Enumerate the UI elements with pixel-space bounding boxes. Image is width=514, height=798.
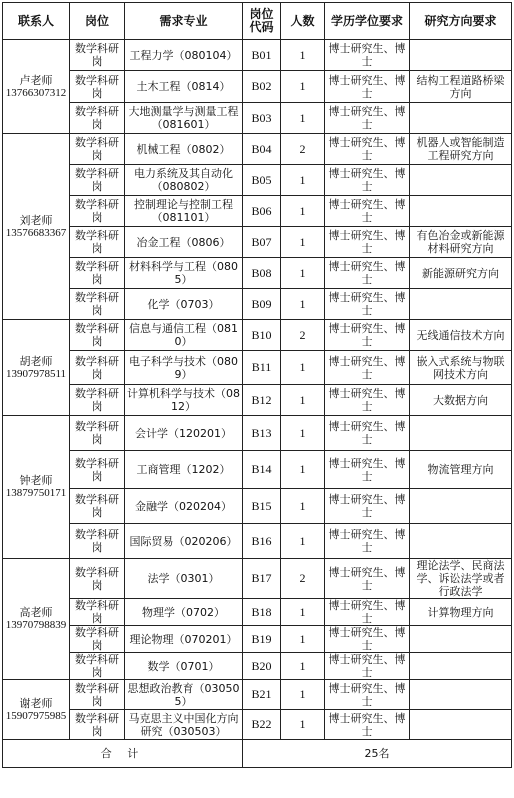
major-cell: 冶金工程（0806） (125, 227, 243, 258)
position-cell: 数学科研岗 (70, 451, 125, 489)
research-cell (410, 626, 512, 653)
table-row (3, 71, 512, 103)
table-row (3, 196, 512, 227)
code-cell: B19 (243, 626, 281, 653)
degree-cell: 博士研究生、博士 (325, 227, 410, 258)
total-label: 合 计 (3, 740, 243, 768)
count-cell: 1 (281, 385, 325, 416)
research-cell (410, 165, 512, 196)
contact-cell (3, 416, 70, 559)
position-cell: 数学科研岗 (70, 385, 125, 416)
count-cell: 1 (281, 165, 325, 196)
contact-cell (3, 680, 70, 740)
major-cell: 国际贸易（020206） (125, 524, 243, 559)
code-cell: B17 (243, 559, 281, 599)
position-cell: 数学科研岗 (70, 351, 125, 385)
major-cell: 电力系统及其自动化（080802） (125, 165, 243, 196)
contact-name: 谢老师 (19, 696, 53, 710)
count-cell: 1 (281, 451, 325, 489)
code-cell: B08 (243, 258, 281, 289)
contact-phone: 13576683367 (5, 226, 67, 239)
code-cell: B14 (243, 451, 281, 489)
degree-cell: 博士研究生、博士 (325, 385, 410, 416)
position-cell: 数学科研岗 (70, 320, 125, 351)
code-cell: B22 (243, 710, 281, 740)
count-cell: 1 (281, 489, 325, 524)
major-cell: 电子科学与技术（0809） (125, 351, 243, 385)
research-cell: 嵌入式系统与物联网技术方向 (410, 351, 512, 385)
contact-cell (3, 320, 70, 416)
code-cell: B16 (243, 524, 281, 559)
table-row (3, 320, 512, 351)
position-cell: 数学科研岗 (70, 710, 125, 740)
contact-name: 刘老师 (19, 213, 53, 227)
count-cell: 1 (281, 626, 325, 653)
major-cell: 思想政治教育（030505） (125, 680, 243, 710)
count-cell: 1 (281, 351, 325, 385)
degree-cell: 博士研究生、博士 (325, 626, 410, 653)
research-cell: 无线通信技术方向 (410, 320, 512, 351)
degree-cell: 博士研究生、博士 (325, 320, 410, 351)
research-cell (410, 524, 512, 559)
major-cell: 物理学（0702） (125, 599, 243, 626)
table-row (3, 653, 512, 680)
research-cell: 有色冶金或新能源材料研究方向 (410, 227, 512, 258)
table-row (3, 40, 512, 71)
code-cell: B11 (243, 351, 281, 385)
major-cell: 计算机科学与技术（0812） (125, 385, 243, 416)
code-cell: B21 (243, 680, 281, 710)
major-cell: 大地测量学与测量工程（081601） (125, 103, 243, 134)
code-cell: B09 (243, 289, 281, 320)
position-cell: 数学科研岗 (70, 416, 125, 451)
header-position: 岗位 (70, 3, 125, 40)
table-row (3, 599, 512, 626)
table-row (3, 451, 512, 489)
position-cell: 数学科研岗 (70, 165, 125, 196)
degree-cell: 博士研究生、博士 (325, 559, 410, 599)
contact-name: 钟老师 (19, 474, 53, 487)
degree-cell: 博士研究生、博士 (325, 289, 410, 320)
contact-phone: 13970798839 (5, 619, 67, 631)
contact-cell (3, 40, 70, 134)
count-cell: 2 (281, 320, 325, 351)
research-cell (410, 416, 512, 451)
major-cell: 工程力学（080104） (125, 40, 243, 71)
contact-phone: 15907975985 (5, 709, 67, 722)
degree-cell: 博士研究生、博士 (325, 165, 410, 196)
count-cell: 1 (281, 416, 325, 451)
count-cell: 1 (281, 227, 325, 258)
table-row (3, 626, 512, 653)
research-cell: 物流管理方向 (410, 451, 512, 489)
table-row (3, 134, 512, 165)
position-cell: 数学科研岗 (70, 559, 125, 599)
table-row (3, 258, 512, 289)
table-row (3, 524, 512, 559)
major-cell: 土木工程（0814） (125, 71, 243, 103)
position-cell: 数学科研岗 (70, 227, 125, 258)
position-cell: 数学科研岗 (70, 134, 125, 165)
contact-phone: 13879750171 (5, 487, 67, 499)
research-cell (410, 653, 512, 680)
position-cell: 数学科研岗 (70, 103, 125, 134)
research-cell (410, 289, 512, 320)
code-cell: B10 (243, 320, 281, 351)
count-cell: 1 (281, 103, 325, 134)
table-row (3, 227, 512, 258)
code-cell: B06 (243, 196, 281, 227)
count-cell: 2 (281, 559, 325, 599)
position-cell: 数学科研岗 (70, 680, 125, 710)
research-cell: 结构工程道路桥梁方向 (410, 71, 512, 103)
research-cell (410, 680, 512, 710)
contact-name: 卢老师 (19, 73, 53, 87)
header-row (3, 3, 512, 40)
table-row (3, 103, 512, 134)
contact-name: 高老师 (19, 606, 53, 619)
total-row (3, 740, 512, 768)
code-cell: B07 (243, 227, 281, 258)
position-cell: 数学科研岗 (70, 626, 125, 653)
position-cell: 数学科研岗 (70, 71, 125, 103)
position-cell: 数学科研岗 (70, 489, 125, 524)
header-degree: 学历学位要求 (325, 3, 410, 40)
count-cell: 1 (281, 653, 325, 680)
code-cell: B13 (243, 416, 281, 451)
header-count: 人数 (281, 3, 325, 40)
code-cell: B02 (243, 71, 281, 103)
degree-cell: 博士研究生、博士 (325, 258, 410, 289)
position-cell: 数学科研岗 (70, 40, 125, 71)
count-cell: 1 (281, 680, 325, 710)
table-body (3, 40, 512, 740)
research-cell (410, 710, 512, 740)
count-cell: 1 (281, 71, 325, 103)
table-row (3, 289, 512, 320)
degree-cell: 博士研究生、博士 (325, 40, 410, 71)
contact-name: 胡老师 (19, 354, 53, 368)
position-cell: 数学科研岗 (70, 289, 125, 320)
major-cell: 控制理论与控制工程（081101） (125, 196, 243, 227)
header-code: 岗位代码 (243, 3, 281, 40)
code-cell: B18 (243, 599, 281, 626)
research-cell: 大数据方向 (410, 385, 512, 416)
research-cell (410, 103, 512, 134)
degree-cell: 博士研究生、博士 (325, 710, 410, 740)
count-cell: 1 (281, 40, 325, 71)
count-cell: 1 (281, 710, 325, 740)
table-row (3, 489, 512, 524)
major-cell: 机械工程（0802） (125, 134, 243, 165)
research-cell: 理论法学、民商法学、诉讼法学或者行政法学 (410, 559, 512, 599)
count-cell: 2 (281, 134, 325, 165)
major-cell: 化学（0703） (125, 289, 243, 320)
research-cell (410, 40, 512, 71)
research-cell (410, 196, 512, 227)
degree-cell: 博士研究生、博士 (325, 351, 410, 385)
table-row (3, 559, 512, 599)
major-cell: 法学（0301） (125, 559, 243, 599)
major-cell: 理论物理（070201） (125, 626, 243, 653)
contact-cell (3, 134, 70, 320)
count-cell: 1 (281, 258, 325, 289)
degree-cell: 博士研究生、博士 (325, 196, 410, 227)
degree-cell: 博士研究生、博士 (325, 416, 410, 451)
position-cell: 数学科研岗 (70, 599, 125, 626)
count-cell: 1 (281, 196, 325, 227)
code-cell: B12 (243, 385, 281, 416)
recruitment-table (2, 2, 512, 768)
position-cell: 数学科研岗 (70, 524, 125, 559)
count-cell: 1 (281, 524, 325, 559)
table-row (3, 385, 512, 416)
position-cell: 数学科研岗 (70, 653, 125, 680)
major-cell: 会计学（120201） (125, 416, 243, 451)
code-cell: B03 (243, 103, 281, 134)
header-major: 需求专业 (125, 3, 243, 40)
code-cell: B05 (243, 165, 281, 196)
contact-phone: 13907978511 (5, 367, 67, 380)
major-cell: 材料科学与工程（0805） (125, 258, 243, 289)
code-cell: B20 (243, 653, 281, 680)
research-cell (410, 489, 512, 524)
degree-cell: 博士研究生、博士 (325, 680, 410, 710)
contact-cell (3, 559, 70, 680)
table-row (3, 416, 512, 451)
table-row (3, 680, 512, 710)
code-cell: B15 (243, 489, 281, 524)
major-cell: 金融学（020204） (125, 489, 243, 524)
major-cell: 信息与通信工程（0810） (125, 320, 243, 351)
code-cell: B01 (243, 40, 281, 71)
degree-cell: 博士研究生、博士 (325, 134, 410, 165)
count-cell: 1 (281, 599, 325, 626)
major-cell: 马克思主义中国化方向研究（030503） (125, 710, 243, 740)
total-value: 25名 (243, 740, 512, 768)
degree-cell: 博士研究生、博士 (325, 599, 410, 626)
degree-cell: 博士研究生、博士 (325, 524, 410, 559)
research-cell: 计算物理方向 (410, 599, 512, 626)
degree-cell: 博士研究生、博士 (325, 653, 410, 680)
major-cell: 工商管理（1202） (125, 451, 243, 489)
degree-cell: 博士研究生、博士 (325, 103, 410, 134)
position-cell: 数学科研岗 (70, 258, 125, 289)
degree-cell: 博士研究生、博士 (325, 71, 410, 103)
research-cell: 机器人或智能制造工程研究方向 (410, 134, 512, 165)
position-cell: 数学科研岗 (70, 196, 125, 227)
degree-cell: 博士研究生、博士 (325, 451, 410, 489)
code-cell: B04 (243, 134, 281, 165)
table-row (3, 710, 512, 740)
degree-cell: 博士研究生、博士 (325, 489, 410, 524)
table-row (3, 165, 512, 196)
contact-phone: 13766307312 (5, 86, 67, 99)
research-cell: 新能源研究方向 (410, 258, 512, 289)
count-cell: 1 (281, 289, 325, 320)
table-row (3, 351, 512, 385)
header-research: 研究方向要求 (410, 3, 512, 40)
header-contact: 联系人 (3, 3, 70, 40)
major-cell: 数学（0701） (125, 653, 243, 680)
